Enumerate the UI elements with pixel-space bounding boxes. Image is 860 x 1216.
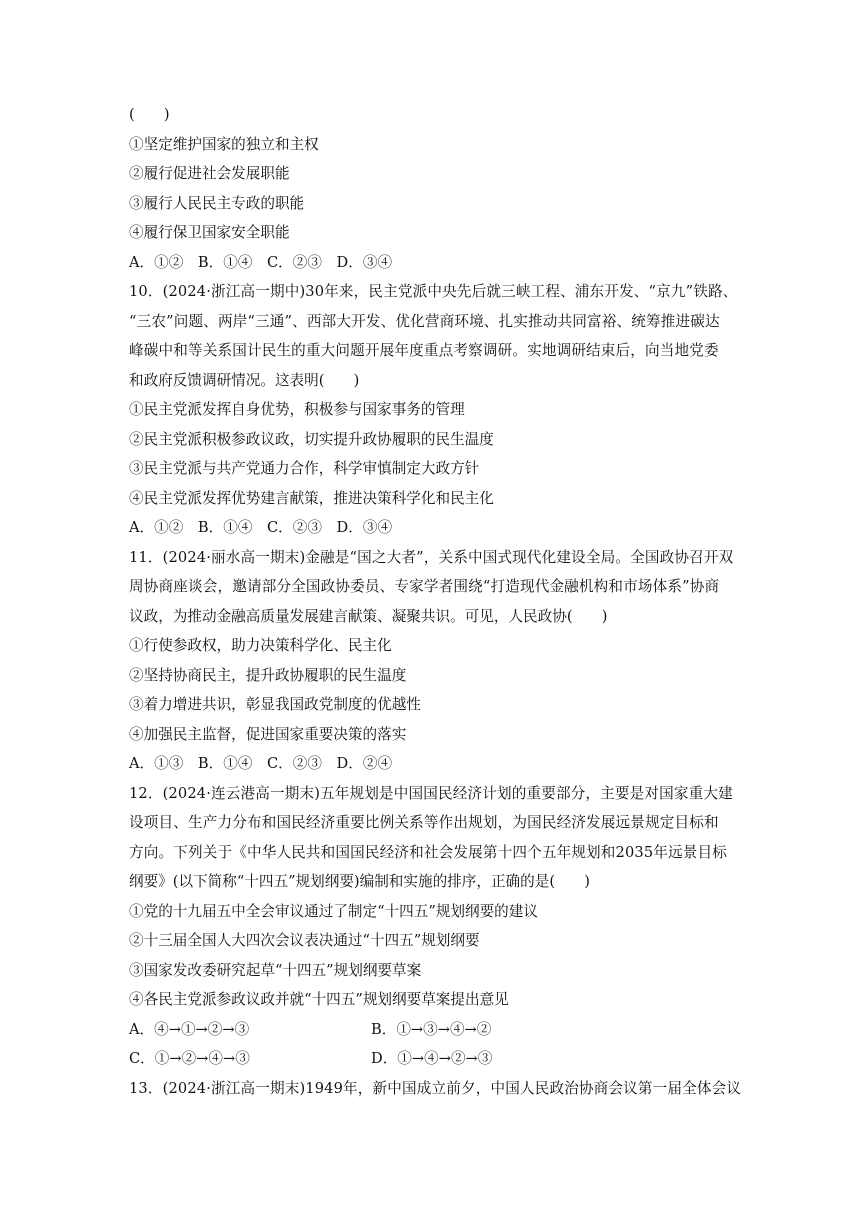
q9-stem-tail: ( ) — [129, 106, 170, 123]
q12-stem-line-4: 纲要》(以下简称“十四五”规划纲要)编制和实施的排序，正确的是( ) — [129, 873, 590, 890]
q10-option-3: ③民主党派与共产党通力合作，科学审慎制定大政方针 — [129, 460, 480, 477]
q10-stem-line-4: 和政府反馈调研情况。这表明( ) — [129, 371, 360, 389]
q12-stem-line-3: 方向。下列关于《中华人民共和国国民经济和社会发展第十四个五年规划和2035年远景目标 — [129, 843, 728, 861]
q12-option-3: ③国家发改委研究起草“十四五”规划纲要草案 — [129, 961, 422, 979]
q11-option-2: ②坚持协商民主，提升政协履职的民生温度 — [129, 666, 407, 684]
q11-option-1: ①行使参政权，助力决策科学化、民主化 — [129, 637, 392, 654]
q12-choice-c: C．①→②→④→③ — [129, 1050, 250, 1067]
q12-choices-row-2 — [129, 1044, 741, 1074]
q11-option-4: ④加强民主监督，促进国家重要决策的落实 — [129, 725, 407, 743]
q12-choice-d: D．①→④→②→③ — [371, 1050, 493, 1067]
question-content — [129, 100, 741, 1103]
q11-stem-line-2: 周协商座谈会，邀请部分全国政协委员、专家学者围绕“打造现代金融机构和市场体系”协商 — [129, 578, 720, 595]
q11-option-3: ③着力增进共识，彰显我国政党制度的优越性 — [129, 696, 421, 713]
q11-choices: A．①③ B．①④ C．②③ D．②④ — [129, 755, 393, 772]
q11-stem-line-3: 议政，为推动金融高质量发展建言献策、凝聚共识。可见，人民政协( ) — [129, 607, 608, 625]
q12-choices-row-1 — [129, 1015, 741, 1045]
q12-choice-a: A．④→①→②→③ — [129, 1020, 250, 1038]
q12-stem-line-2: 设项目、生产力分布和国民经济重要比例关系等作出规划，为国民经济发展远景规定目标和 — [129, 814, 719, 831]
q12-option-1: ①党的十九届五中全会审议通过了制定“十四五”规划纲要的建议 — [129, 902, 538, 920]
q10-option-1: ①民主党派发挥自身优势，积极参与国家事务的管理 — [129, 401, 465, 418]
q12-option-4: ④各民主党派参政议政并就“十四五”规划纲要草案提出意见 — [129, 991, 509, 1008]
q9-option-2: ②履行促进社会发展职能 — [129, 165, 290, 182]
q10-option-2: ②民主党派积极参政议政，切实提升政协履职的民生温度 — [129, 430, 494, 448]
q11-stem-line-1: 11．(2024·丽水高一期末)金融是“国之大者”，关系中国式现代化建设全局。全国政协召开双 — [129, 548, 734, 566]
q12-option-2: ②十三届全国人大四次会议表决通过“十四五”规划纲要 — [129, 932, 480, 949]
q12-stem-line-1: 12．(2024·连云港高一期末)五年规划是中国国民经济计划的重要部分，主要是对国家重大建 — [129, 784, 733, 802]
q10-stem-line-2: “三农”问题、两岸“三通”、西部大开发、优化营商环境、扎实推动共同富裕、统筹推进碳达 — [129, 312, 720, 330]
q10-option-4: ④民主党派发挥优势建言献策，推进决策科学化和民主化 — [129, 489, 494, 507]
q10-stem-line-3: 峰碳中和等关系国计民生的重大问题开展年度重点考察调研。实地调研结束后，向当地党委 — [129, 342, 719, 359]
q9-choices: A．①② B．①④ C．②③ D．③④ — [129, 253, 393, 271]
q10-choices: A．①② B．①④ C．②③ D．③④ — [129, 519, 393, 536]
q10-stem-line-1: 10．(2024·浙江高一期中)30年来，民主党派中央先后就三峡工程、浦东开发、“京九”铁路、 — [129, 283, 738, 300]
q9-option-4: ④履行保卫国家安全职能 — [129, 224, 290, 241]
q12-choice-b: B．①→③→④→② — [371, 1020, 492, 1038]
q9-option-3: ③履行人民民主专政的职能 — [129, 194, 305, 212]
q13-stem-line-1: 13．(2024·浙江高一期末)1949年，新中国成立前夕，中国人民政治协商会议第一届全体会议 — [129, 1079, 742, 1097]
q9-option-1: ①坚定维护国家的独立和主权 — [129, 135, 319, 153]
